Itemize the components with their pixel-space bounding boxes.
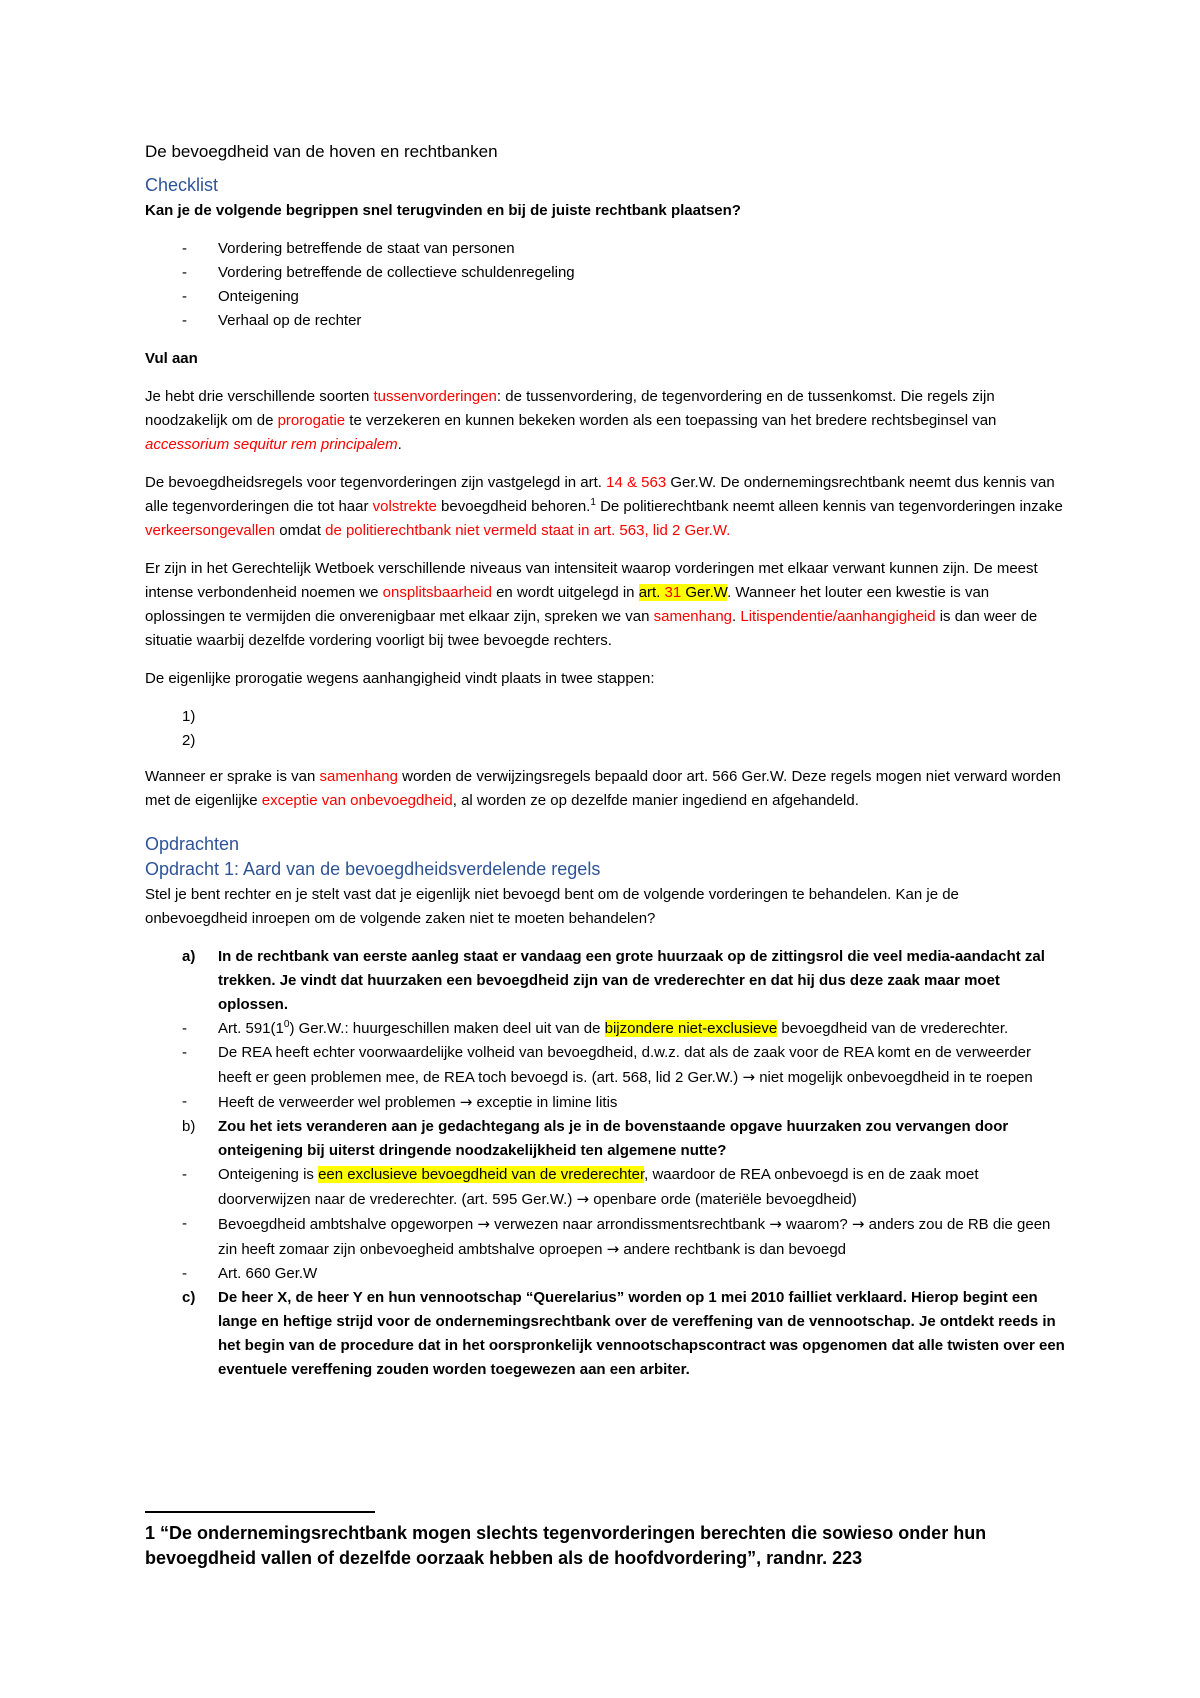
arrow-right-icon: →	[769, 1215, 782, 1233]
footnote-separator	[145, 1511, 375, 1513]
list-item: - Vordering betreffende de staat van personen	[145, 237, 1065, 261]
list-marker: -	[182, 312, 187, 329]
opdracht-list	[145, 945, 1065, 1382]
question-c: c) De heer X, de heer Y en hun vennootschap “Querelarius” worden op 1 mei 2010 failliet verklaard. Hierop begint een lange en heftige strijd voor de ondernemingsrechtbank over de vereffening van de vennootschap. Je ontdekt reeds in het begin van de procedure dat in het oorspronkelijk vennootschapscontract was opgenomen dat alle twisten over een eventuele vereffening zouden worden toegewezen aan een arbiter.	[182, 1289, 1065, 1378]
arrow-right-icon: →	[459, 1093, 473, 1111]
list-marker: -	[182, 240, 187, 257]
list-item: - Vordering betreffende de collectieve schuldenregeling	[145, 261, 1065, 285]
list-item: - Onteigening is een exclusieve bevoegdheid van de vrederechter, waardoor de REA onbevoegd is en de zaak moet doorverwijzen naar de vrederechter. (art. 595 Ger.W.) → openbare orde (materiële bevoegdheid)	[182, 1166, 979, 1208]
paragraph-samenhang: Wanneer er sprake is van samenhang worden de verwijzingsregels bepaald door art. 566 Ger.W. Deze regels mogen niet verward worden met de eigenlijke exceptie van onbevoegdheid, al worden ze op dezelfde manier ingediend en afgehandeld.	[145, 768, 1061, 809]
document-body	[145, 140, 1065, 1382]
checklist-list	[145, 237, 1065, 333]
paragraph-tussenvorderingen: Je hebt drie verschillende soorten tussenvorderingen: de tussenvordering, de tegenvordering en de tussenkomst. Die regels zijn noodzakelijk om de prorogatie te verzekeren en kunnen bekeken worden als een toepassing van het bredere rechtsbeginsel van accessorium sequitur rem principalem.	[145, 388, 997, 453]
list-item: - De REA heeft echter voorwaardelijke volheid van bevoegdheid, d.w.z. dat als de zaak voor de REA komt en de verweerder heeft er geen problemen mee, de REA toch bevoegd is. (art. 568, lid 2 Ger.W.) → niet mogelijk onbevoegdheid in te roepen	[182, 1044, 1033, 1086]
arrow-right-icon: →	[606, 1240, 620, 1258]
checklist-question: Kan je de volgende begrippen snel terugvinden en bij de juiste rechtbank plaatsen?	[145, 202, 741, 219]
checklist-heading: Checklist	[145, 175, 219, 195]
footnote-reference[interactable]: 1	[590, 497, 596, 508]
opdrachten-heading: Opdrachten	[145, 834, 240, 854]
list-item: - Heeft de verweerder wel problemen → exceptie in limine litis	[182, 1093, 618, 1111]
footnote: 1 “De ondernemingsrechtbank mogen slechts tegenvorderingen berechten die sowieso onder hun bevoegdheid vallen of dezelfde oorzaak hebben als de hoofdvordering”, randnr. 223	[145, 1523, 987, 1568]
list-item: - Art. 660 Ger.W	[182, 1265, 318, 1282]
arrow-right-icon: →	[742, 1068, 756, 1086]
arrow-right-icon: →	[576, 1190, 590, 1208]
list-item: 2)	[182, 732, 196, 749]
question-a: a) In de rechtbank van eerste aanleg staat er vandaag een grote huurzaak op de zittingsrol die veel media-aandacht zal trekken. Je vindt dat huurzaken een bevoegdheid zijn van de vrederechter en dat hij dus deze zaak maar moet oplossen.	[182, 948, 1045, 1013]
footnote-number: 1	[145, 1523, 156, 1543]
document-title: De bevoegdheid van de hoven en rechtbanken	[145, 142, 498, 161]
list-item: - Verhaal op de rechter	[145, 309, 1065, 333]
opdracht-intro: Stel je bent rechter en je stelt vast dat je eigenlijk niet bevoegd bent om de volgende vorderingen te behandelen. Kan je de onbevoegdheid inroepen om de volgende zaken niet te moeten behandelen?	[145, 886, 959, 927]
paragraph-prorogatie: De eigenlijke prorogatie wegens aanhangigheid vindt plaats in twee stappen:	[145, 670, 655, 687]
question-b: b) Zou het iets veranderen aan je gedachtegang als je in de bovenstaande opgave huurzaken zou vervangen door onteigening bij uiterst dringende noodzakelijkheid ten algemene nutte?	[182, 1118, 1009, 1159]
paragraph-tegenvorderingen: De bevoegdheidsregels voor tegenvorderingen zijn vastgelegd in art. 14 & 563 Ger.W. De ondernemingsrechtbank neemt dus kennis van alle tegenvorderingen die tot haar volstrekte bevoegdheid behoren.$^1$ De politierechtbank neemt alleen kennis van tegenvorderingen inzake verkeersongevallen omdat de politierechtbank niet vermeld staat in art. 563, lid 2 Ger.W.	[145, 474, 1063, 539]
arrow-right-icon: →	[851, 1215, 865, 1233]
list-item: - Art. $591(1^0)$ Ger.W.: huurgeschillen maken deel uit van de bijzondere niet-exclusieve bevoegdheid van de vrederechter.	[182, 1019, 1009, 1037]
arrow-right-icon: →	[477, 1215, 490, 1233]
highlighted-text: art. 31 Ger.W	[638, 584, 728, 601]
list-item: - Bevoegdheid ambtshalve opgeworpen → verwezen naar arrondissmentsrechtbank → waarom? → anders zou de RB die geen zin heeft zomaar zijn onbevoegheid ambtshalve oproepen → andere rechtbank is dan bevoegd	[182, 1215, 1051, 1258]
list-item: 1)	[182, 708, 196, 725]
list-item: - Onteigening	[145, 285, 1065, 309]
vul-aan-heading: Vul aan	[145, 350, 198, 367]
paragraph-verwantschap: Er zijn in het Gerechtelijk Wetboek verschillende niveaus van intensiteit waarop vorderingen met elkaar verwant kunnen zijn. De meest intense verbondenheid noemen we onsplitsbaarheid en wordt uitgelegd in art. 31 Ger.W. Wanneer het louter een kwestie is van oplossingen te vermijden die onverenigbaar met elkaar zijn, spreken we van samenhang. Litispendentie/aanhangigheid is dan weer de situatie waarbij dezelfde vordering voorligt bij twee bevoegde rechters.	[145, 560, 1038, 649]
steps-list	[145, 705, 1065, 753]
opdracht-1-heading: Opdracht 1: Aard van de bevoegdheidsverdelende regels	[145, 859, 601, 879]
list-marker: -	[182, 288, 187, 305]
list-marker: -	[182, 264, 187, 281]
